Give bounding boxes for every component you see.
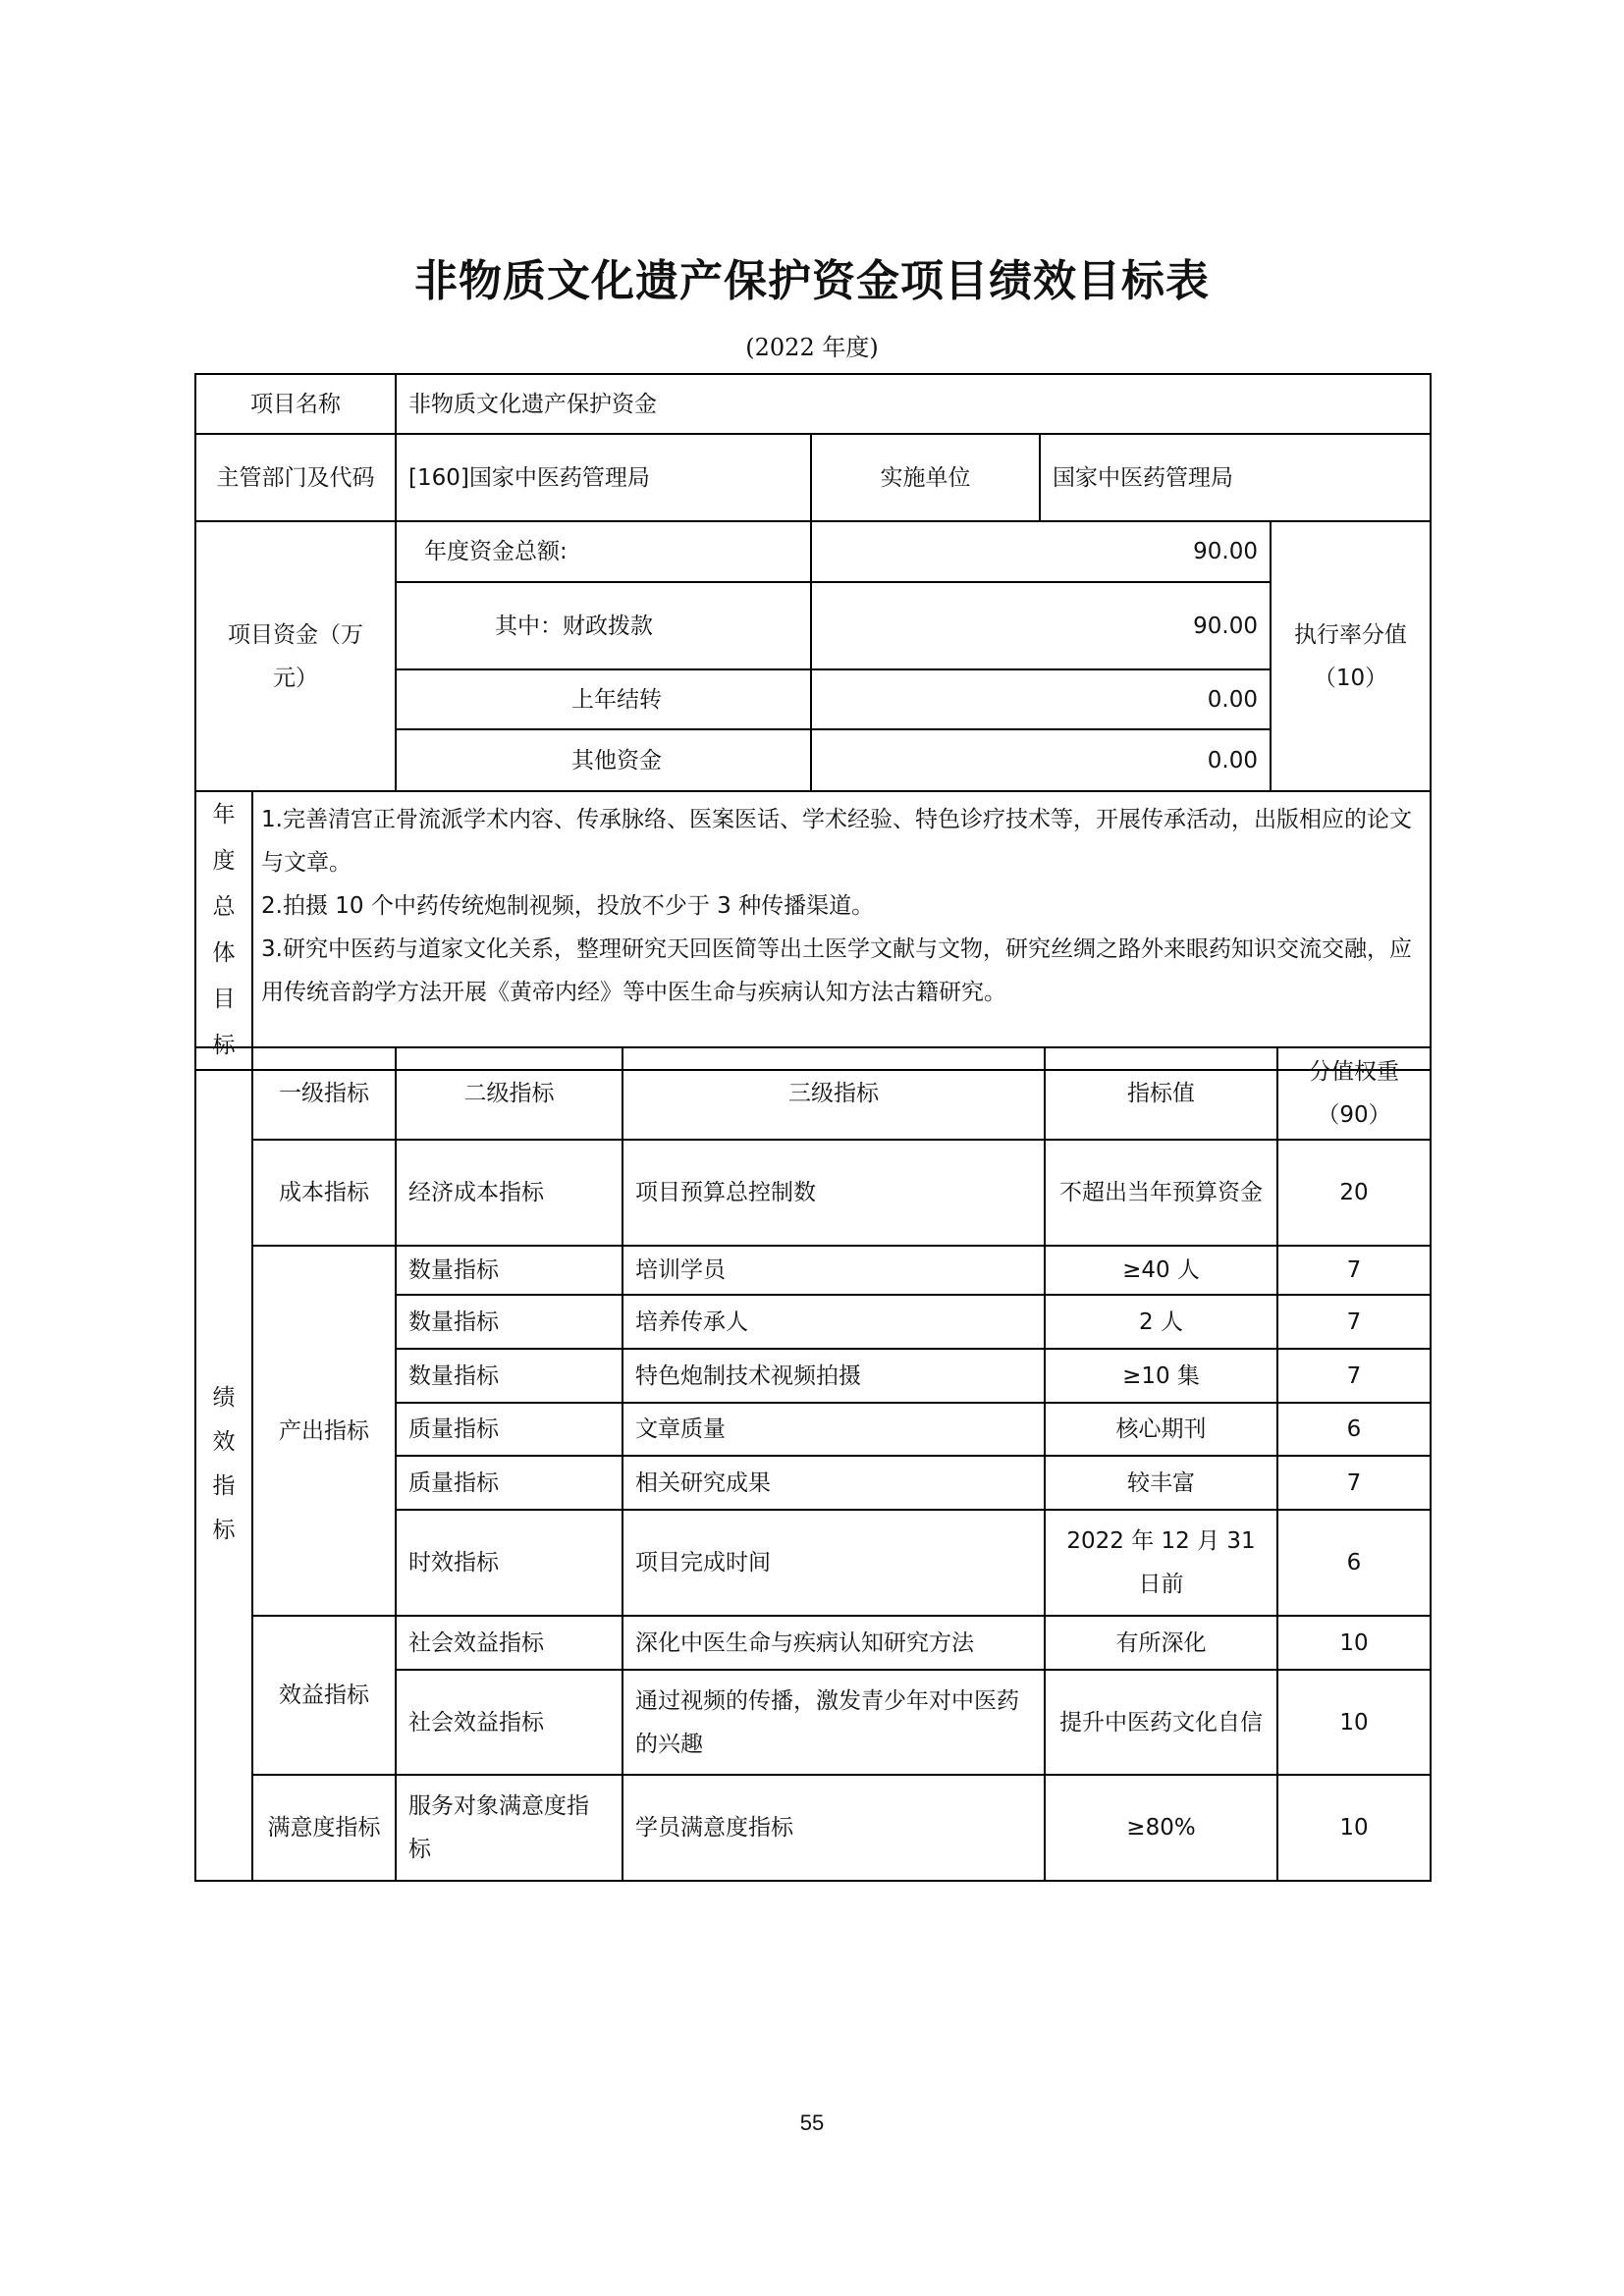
fund-value: 90.00 [811,582,1271,669]
table-row [195,1246,1431,1295]
goal-item: 1.完善清宫正骨流派学术内容、传承脉络、医案医话、学术经验、特色诊疗技术等，开展传承活动，出版相应的论文与文章。 [261,807,1412,876]
fund-label: 其他资金 [396,729,811,791]
level2-cell: 质量指标 [396,1403,623,1456]
vertical-label-char: 度 [212,848,236,874]
project-name-label: 项目名称 [195,374,396,434]
level2-cell: 经济成本指标 [396,1140,623,1246]
level2-cell: 社会效益指标 [396,1616,623,1670]
value-cell: 较丰富 [1045,1456,1277,1510]
weight-cell: 10 [1277,1670,1431,1775]
value-cell: 2 人 [1045,1295,1277,1349]
value-cell: 核心期刊 [1045,1403,1277,1456]
weight-cell: 6 [1277,1510,1431,1616]
level3-cell: 项目预算总控制数 [623,1140,1045,1246]
vertical-label-char: 目 [212,987,236,1012]
table-row [195,1775,1431,1881]
level3-cell: 深化中医生命与疾病认知研究方法 [623,1616,1045,1670]
weight-cell: 7 [1277,1456,1431,1510]
value-cell: 2022 年 12 月 31 日前 [1045,1510,1277,1616]
level3-cell: 文章质量 [623,1403,1045,1456]
level2-cell: 数量指标 [396,1246,623,1295]
impl-value: 国家中医药管理局 [1040,434,1431,521]
exec-rate-cell [1271,521,1431,791]
vertical-label-char: 总 [212,894,236,920]
header-weight-total: （90） [1317,1102,1391,1128]
level2-cell: 数量指标 [396,1349,623,1403]
header-level3: 三级指标 [623,1047,1045,1140]
table-row [195,1616,1431,1670]
header-level2: 二级指标 [396,1047,623,1140]
table-row [195,1140,1431,1246]
vertical-label-char: 绩 [212,1384,236,1411]
goals-content [252,791,1431,1070]
indicators-label [195,1047,252,1881]
dept-label: 主管部门及代码 [195,434,396,521]
level2-cell: 质量指标 [396,1456,623,1510]
level2-cell: 服务对象满意度指标 [396,1775,623,1881]
exec-rate-label: 执行率分值 [1294,621,1407,648]
exec-rate-value: （10） [1313,665,1388,691]
level3-cell: 特色炮制技术视频拍摄 [623,1349,1045,1403]
weight-cell: 7 [1277,1349,1431,1403]
fund-label: 其中：财政拨款 [396,582,811,669]
project-name-value: 非物质文化遗产保护资金 [396,374,1431,434]
weight-cell: 7 [1277,1246,1431,1295]
fund-label: 年度资金总额: [396,521,811,582]
vertical-label-char: 指 [212,1472,236,1499]
level3-cell: 学员满意度指标 [623,1775,1045,1881]
fund-row [195,521,1431,582]
value-cell: 提升中医药文化自信 [1045,1670,1277,1775]
level2-cell: 社会效益指标 [396,1670,623,1775]
vertical-label-char: 年 [212,802,236,828]
value-cell: 不超出当年预算资金 [1045,1140,1277,1246]
fund-value: 90.00 [811,521,1271,582]
header-weight-label: 分值权重 [1309,1059,1399,1085]
level3-cell: 通过视频的传播，激发青少年对中医药的兴趣 [623,1670,1045,1775]
goal-item: 2.拍摄 10 个中药传统炮制视频，投放不少于 3 种传播渠道。 [261,893,875,919]
page-subtitle: (2022 年度) [745,334,879,361]
value-cell: ≥80% [1045,1775,1277,1881]
page-number: 55 [799,2110,825,2135]
funds-label: 项目资金（万元） [195,521,396,791]
value-cell: ≥40 人 [1045,1246,1277,1295]
weight-cell: 20 [1277,1140,1431,1246]
vertical-label-char: 效 [212,1428,236,1455]
header-weight [1277,1047,1431,1140]
page-title: 非物质文化遗产保护资金项目绩效目标表 [414,256,1210,306]
header-value: 指标值 [1045,1047,1277,1140]
level3-cell: 培养传承人 [623,1295,1045,1349]
level3-cell: 相关研究成果 [623,1456,1045,1510]
impl-label: 实施单位 [811,434,1040,521]
value-cell: 有所深化 [1045,1616,1277,1670]
dept-value: [160]国家中医药管理局 [396,434,811,521]
weight-cell: 10 [1277,1775,1431,1881]
weight-cell: 7 [1277,1295,1431,1349]
level1-cell: 效益指标 [252,1616,396,1775]
vertical-label-char: 体 [212,940,236,966]
indicator-header-row [195,1047,1431,1140]
level1-cell: 成本指标 [252,1140,396,1246]
fund-value: 0.00 [811,669,1271,729]
header-level1: 一级指标 [252,1047,396,1140]
vertical-label-char: 标 [212,1033,236,1058]
level3-cell: 培训学员 [623,1246,1045,1295]
level2-cell: 时效指标 [396,1510,623,1616]
level1-cell: 产出指标 [252,1246,396,1616]
project-name-row [195,374,1431,434]
weight-cell: 6 [1277,1403,1431,1456]
goal-item: 3.研究中医药与道家文化关系，整理研究天回医简等出土医学文献与文物，研究丝绸之路外来眼药知识交流交融，应用传统音韵学方法开展《黄帝内经》等中医生命与疾病认知方法古籍研究。 [261,936,1412,1005]
fund-label: 上年结转 [396,669,811,729]
level3-cell: 项目完成时间 [623,1510,1045,1616]
info-table [194,373,1432,1071]
goals-label [195,791,252,1070]
weight-cell: 10 [1277,1616,1431,1670]
level2-cell: 数量指标 [396,1295,623,1349]
goals-row [195,791,1431,1070]
level1-cell: 满意度指标 [252,1775,396,1881]
vertical-label-char: 标 [212,1517,236,1543]
indicator-table [194,1046,1432,1882]
fund-value: 0.00 [811,729,1271,791]
dept-row [195,434,1431,521]
value-cell: ≥10 集 [1045,1349,1277,1403]
